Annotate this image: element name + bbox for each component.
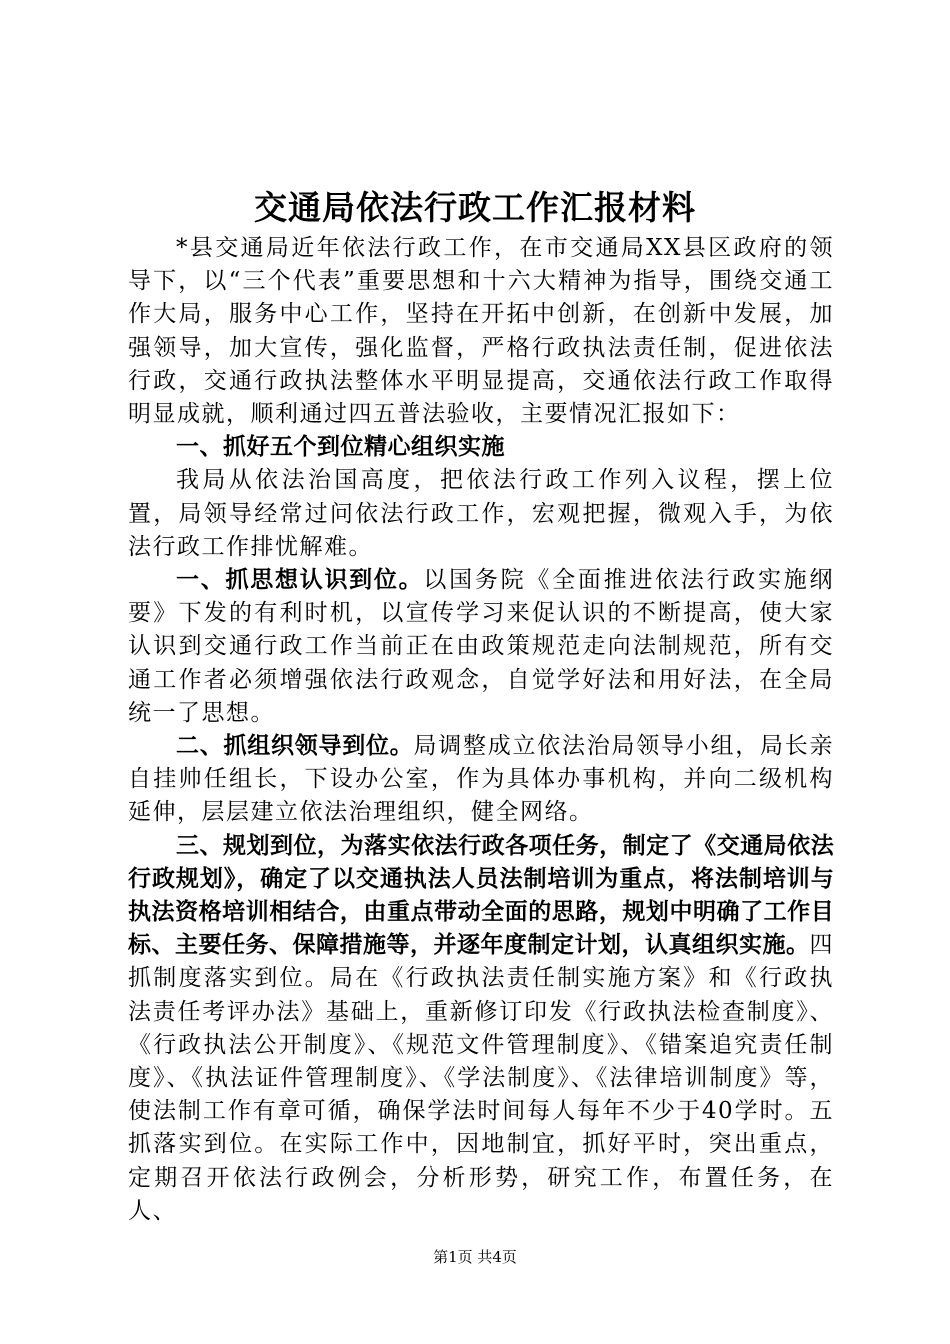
item-two-text: 局调整成立依法治局领导小组，局长亲自挂帅任组长，下设办公室，作为具体办事机构，并向二级机构延伸，层层建立依法治理组织，健全网络。: [128, 733, 834, 826]
document-title: 交通局依法行政工作汇报材料: [254, 188, 696, 227]
item-three-paragraph: [128, 830, 834, 1228]
item-two-paragraph: [128, 730, 834, 830]
section-paragraph: 我局从依法治国高度，把依法行政工作列入议程，摆上位置，局领导经常过问依法行政工作，宏观把握，微观入手，为依法行政工作排忧解难。: [128, 467, 834, 560]
item-one-paragraph: [128, 564, 834, 730]
item-one-lead: 一、抓思想认识到位。: [176, 567, 424, 594]
document-body: [128, 232, 834, 1228]
item-three-rest-text: 四抓制度落实到位。局在《行政执法责任制实施方案》和《行政执法责任考评办法》基础上，重新修订印发《行政执法检查制度》、《行政执法公开制度》、《规范文件管理制度》、《错案追究责任制度》、《执法证件管理制度》、《学法制度》、《法律培训制度》等，使法制工作有章可循，确保学法时间每人每年不少于40学时。五抓落实到位。在实际工作中，因地制宜，抓好平时，突出重点，定期召开依法行政例会，分析形势，研究工作，布置任务，在人、: [128, 932, 834, 1224]
item-three-bold-text: 三、规划到位，为落实依法行政各项任务，制定了《交通局依法行政规划》，确定了以交通执法人员法制培训为重点，将法制培训与执法资格培训相结合，由重点带动全面的思路，规划中明确了工作目标、主要任务、保障措施等，并逐年度制定计划，认真组织实施。: [128, 832, 834, 959]
page-footer: 第1页 共4页: [433, 1248, 517, 1266]
intro-paragraph: *县交通局近年依法行政工作，在市交通局XX县区政府的领导下，以“三个代表”重要思想和十六大精神为指导，围绕交通工作大局，服务中心工作，坚持在开拓中创新，在创新中发展，加强领导，加大宣传，强化监督，严格行政执法责任制，促进依法行政，交通行政执法整体水平明显提高，交通依法行政工作取得明显成就，顺利通过四五普法验收，主要情况汇报如下：: [128, 235, 834, 428]
section-heading: 一、抓好五个到位精心组织实施: [176, 434, 505, 461]
item-one-text: 以国务院《全面推进依法行政实施纲要》下发的有利时机，以宣传学习来促认识的不断提高，使大家认识到交通行政工作当前正在由政策规范走向法制规范，所有交通工作者必须增强依法行政观念，自觉学好法和用好法，在全局统一了思想。: [128, 567, 835, 726]
item-two-lead: 二、抓组织领导到位。: [176, 733, 414, 760]
